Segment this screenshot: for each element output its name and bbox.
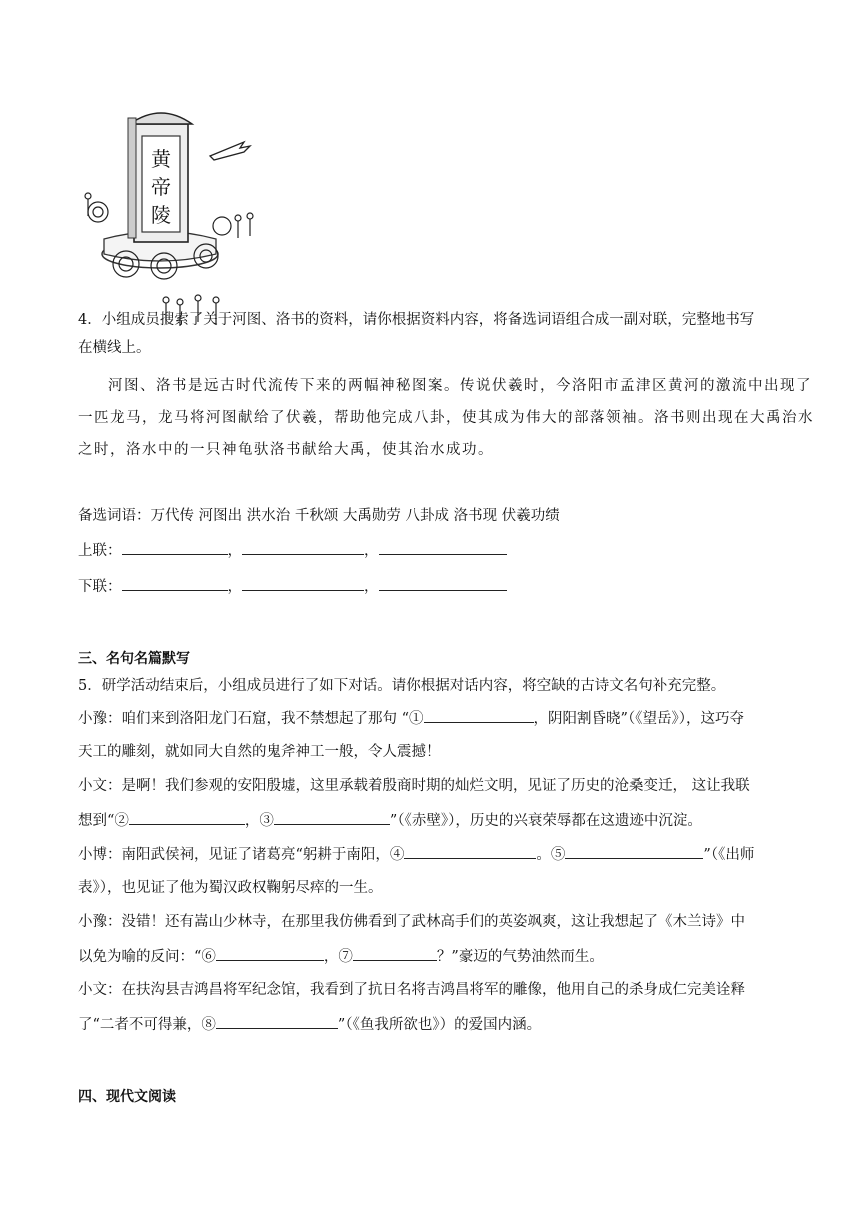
- section-4-title: 四、现代文阅读: [78, 1089, 176, 1105]
- section-3-title: 三、名句名篇默写: [78, 651, 190, 667]
- lower-blank-1[interactable]: [122, 576, 228, 591]
- q5-line8: 以免为喻的反问：“⑥ ，⑦ ？”豪迈的气势油然而生。: [78, 946, 604, 967]
- q5-line9: 小文：在扶沟县吉鸿昌将军纪念馆，我看到了抗日名将吉鸿昌将军的雕像，他用自己的杀身成仁完美诠释: [78, 982, 745, 998]
- upper-couplet-label: 上联：: [78, 543, 122, 559]
- upper-blank-2[interactable]: [242, 540, 364, 555]
- blank-7[interactable]: [353, 946, 437, 961]
- blank-5[interactable]: [565, 844, 703, 859]
- q4-stem-line1: 4．小组成员搜索了关于河图、洛书的资料，请你根据资料内容，将备选词语组合成一副对联，完整地书写: [78, 312, 755, 328]
- blank-2[interactable]: [129, 810, 245, 825]
- stele-char-2: 帝: [151, 175, 171, 199]
- q4-passage-line1: 河图、洛书是远古时代流传下来的两幅神秘图案。传说伏羲时，今洛阳市孟津区黄河的激流中出现了: [108, 378, 812, 394]
- q5-line1: 小豫：咱们来到洛阳龙门石窟，我不禁想起了那句 “① ，阴阳割昏晓”（《望岳》），这巧夺: [78, 708, 744, 729]
- stele-char-3: 陵: [151, 203, 171, 227]
- q5-line7: 小豫：没错！还有嵩山少林寺，在那里我仿佛看到了武林高手们的英姿飒爽，这让我想起了《木兰诗》中: [78, 914, 745, 930]
- q5-line5: 小博：南阳武侯祠，见证了诸葛亮“躬耕于南阳，④ 。⑤ ”（《出师: [78, 844, 754, 865]
- huangdiling-illustration: [82, 104, 262, 330]
- q5-line6: 表》），也见证了他为蜀汉政权鞠躬尽瘁的一生。: [78, 880, 383, 896]
- stele-char-1: 黄: [151, 147, 171, 171]
- q5-line4: 想到“② ，③ ”（《赤壁》），历史的兴衰荣辱都在这遗迹中沉淀。: [78, 810, 702, 831]
- lower-blank-3[interactable]: [379, 576, 507, 591]
- q5-line10: 了“二者不可得兼，⑧ ”（《鱼我所欲也》）的爱国内涵。: [78, 1014, 541, 1035]
- blank-6[interactable]: [216, 946, 324, 961]
- comma: ，: [364, 579, 379, 595]
- q5-line2: 天工的雕刻，就如同大自然的鬼斧神工一般，令人震撼！: [78, 744, 441, 760]
- blank-8[interactable]: [216, 1014, 338, 1029]
- q5-line3: 小文：是啊！我们参观的安阳殷墟，这里承载着殷商时期的灿烂文明，见证了历史的沧桑变迁， 这让我联: [78, 778, 750, 794]
- blank-4[interactable]: [404, 844, 536, 859]
- q4-passage-line3: 之时，洛水中的一只神龟驮洛书献给大禹，使其治水成功。: [78, 442, 494, 458]
- comma: ，: [227, 579, 242, 595]
- q4-stem-line2: 在横线上。: [78, 340, 151, 356]
- q4-passage-line2: 一匹龙马，龙马将河图献给了伏羲，帮助他完成八卦，使其成为伟大的部落领袖。洛书则出现在大禹治水: [78, 410, 814, 426]
- upper-blank-1[interactable]: [122, 540, 228, 555]
- q4-options: 备选词语：万代传 河图出 洪水治 千秋颂 大禹勋劳 八卦成 洛书现 伏羲功绩: [78, 508, 560, 524]
- q5-stem: 5．研学活动结束后，小组成员进行了如下对话。请你根据对话内容，将空缺的古诗文名句补充完整。: [78, 678, 726, 694]
- blank-1[interactable]: [424, 708, 534, 723]
- blank-3[interactable]: [274, 810, 390, 825]
- comma: ，: [227, 543, 242, 559]
- comma: ，: [364, 543, 379, 559]
- lower-blank-2[interactable]: [242, 576, 364, 591]
- upper-blank-3[interactable]: [379, 540, 507, 555]
- upper-couplet-row: [78, 540, 507, 561]
- lower-couplet-row: [78, 576, 507, 597]
- lower-couplet-label: 下联：: [78, 579, 122, 595]
